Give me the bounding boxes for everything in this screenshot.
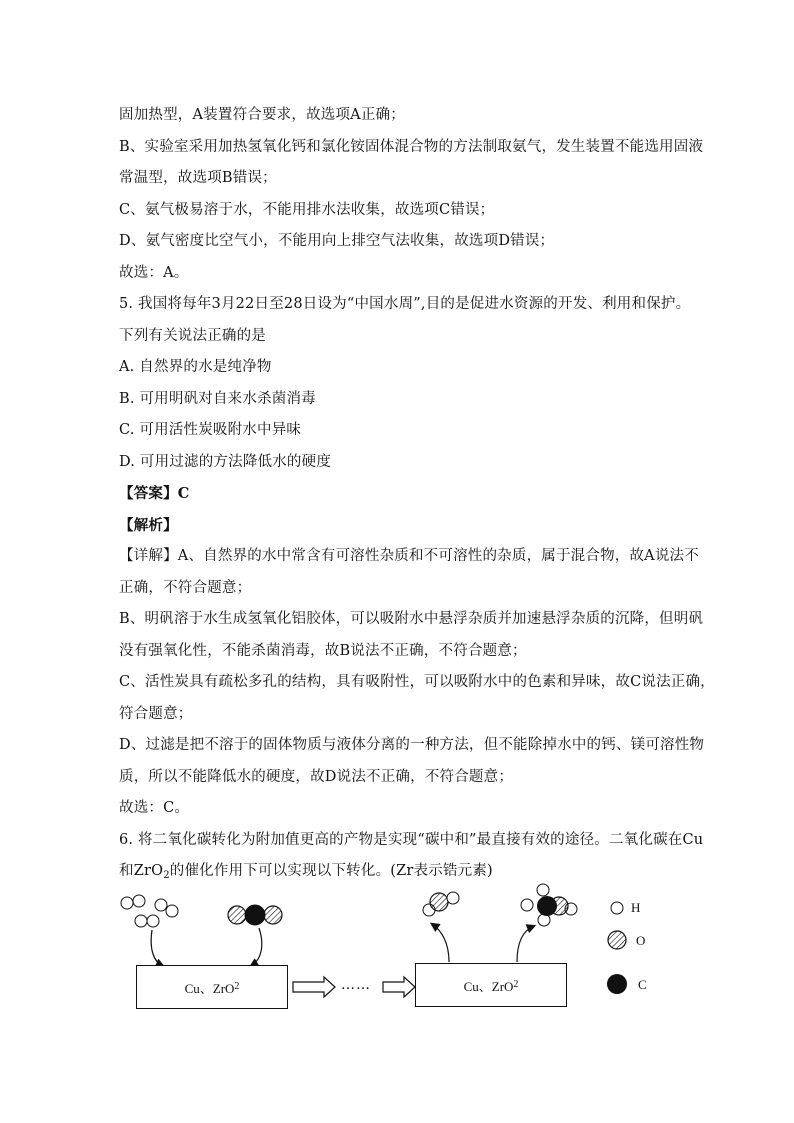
text-line: B. 可用明矾对自来水杀菌消毒	[119, 390, 316, 407]
catalyst-box-left: Cu、ZrO 2	[136, 965, 288, 1009]
text-line: C、活性炭具有疏松多孔的结构，具有吸附性，可以吸附水中的色素和异味，故C说法正确，	[119, 674, 715, 690]
text-line: 没有强氧化性，不能杀菌消毒，故B说法不正确，不符合题意；	[119, 642, 527, 659]
hydrogen-molecules-icon	[121, 895, 178, 927]
process-arrow-2	[383, 977, 415, 997]
reactant-arrow-right	[251, 928, 262, 966]
carbon-atom-icon	[607, 974, 627, 994]
text-line: 故选：A。	[119, 264, 189, 281]
continuation-dots: ……	[341, 977, 371, 993]
carbon-dioxide-molecule-icon	[228, 905, 282, 925]
text-line: 【详解】A、自然界的水中常含有可溶性杂质和不可溶性的杂质，属于混合物，故A说法不	[119, 548, 699, 564]
text-line: A. 自然界的水是纯净物	[119, 359, 272, 375]
legend-label-c: C	[638, 977, 647, 992]
text-line: 常温型，故选项B错误；	[119, 170, 277, 186]
oxygen-atom-icon	[608, 931, 626, 949]
legend-label-h: H	[631, 900, 641, 915]
methanol-molecule-icon	[521, 884, 577, 926]
text-line: C. 可用活性炭吸附水中异味	[119, 422, 302, 438]
product-arrow-right	[517, 926, 534, 962]
text-line: 故选：C。	[119, 800, 190, 816]
text-line: D. 可用过滤的方法降低水的硬度	[119, 453, 332, 470]
text-line: 固加热型，A装置符合要求，故选项A正确；	[119, 107, 405, 123]
text-line: 【答案】C	[119, 485, 190, 502]
text-line: D、氨气密度比空气小，不能用向上排空气法收集，故选项D错误；	[119, 233, 555, 249]
text-line: 和ZrO$_2$的催化作用下可以实现以下转化。(Zr表示锆元素)	[119, 863, 493, 881]
text-line: D、过滤是把不溶于的固体物质与液体分离的一种方法，但不能除掉水中的钙、镁可溶性物	[119, 737, 705, 753]
text-line: 符合题意；	[119, 705, 193, 722]
reaction-diagram	[119, 880, 679, 1020]
reactant-arrow-left	[151, 930, 163, 966]
text-line: B、明矾溶于水生成氢氧化铝胶体，可以吸附水中悬浮杂质并加速悬浮杂质的沉降，但明矾	[119, 611, 704, 627]
product-arrow-left	[432, 924, 449, 962]
text-line: 5. 我国将每年3月22日至28日设为“中国水周”,目的是促进水资源的开发、利用和保护。	[119, 296, 691, 312]
catalyst-box-right: Cu、ZrO 2	[415, 963, 567, 1007]
process-arrow-1	[293, 977, 335, 997]
text-line: 6. 将二氧化碳转化为附加值更高的产物是实现“碳中和”最直接有效的途径。二氧化碳在Cu	[119, 831, 704, 848]
water-molecule-icon	[423, 892, 459, 916]
text-line: 质，所以不能降低水的硬度，故D说法不正确，不符合题意；	[119, 768, 514, 785]
text-line: 正确，不符合题意；	[119, 579, 252, 596]
document-body	[119, 100, 715, 888]
hydrogen-atom-icon	[611, 902, 623, 914]
text-line: C、氨气极易溶于水，不能用排水法收集，故选项C错误；	[119, 201, 495, 218]
text-line: 【解析】	[119, 516, 178, 534]
text-line: 下列有关说法正确的是	[119, 327, 266, 344]
legend-label-o: O	[636, 933, 646, 948]
text-line: B、实验室采用加热氢氧化钙和氯化铵固体混合物的方法制取氨气，发生装置不能选用固液	[119, 138, 704, 155]
